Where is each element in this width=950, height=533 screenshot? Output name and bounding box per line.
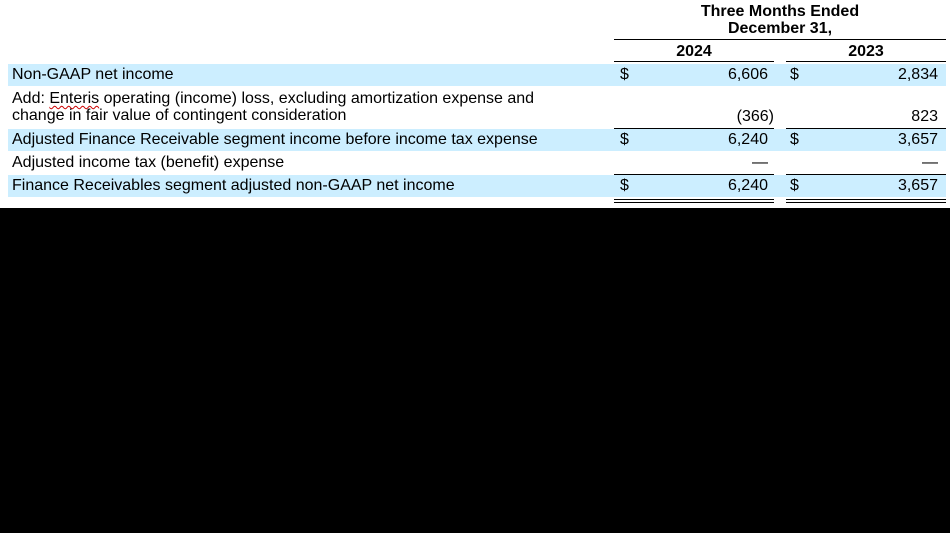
value-2024: 6,240 (727, 177, 768, 194)
year-2023-header: 2023 (848, 43, 884, 60)
table-row-adjusted-income-before-tax (8, 129, 946, 151)
row-label: Adjusted Finance Receivable segment income before income tax expense (12, 131, 538, 148)
dollar-sign-2024: $ (620, 177, 629, 194)
dollar-sign-2023: $ (790, 66, 799, 83)
double-rule-bottom-2024 (614, 202, 774, 203)
period-header-line1: Three Months Ended (700, 3, 860, 20)
dollar-sign-2024: $ (620, 131, 629, 148)
value-2024: — (752, 154, 768, 171)
period-header-rule (614, 39, 946, 40)
value-2024: 6,240 (727, 131, 768, 148)
table-row-adjusted-income-tax (8, 152, 946, 174)
period-header-line2: December 31, (727, 20, 833, 37)
year-2024-header: 2024 (676, 43, 712, 60)
double-rule-top-2024 (614, 199, 774, 200)
row-label: Finance Receivables segment adjusted non-GAAP net income (12, 177, 455, 194)
value-2024: 6,606 (727, 66, 768, 83)
year-2023-rule (786, 61, 946, 62)
dollar-sign-2023: $ (790, 131, 799, 148)
value-2023: — (922, 154, 938, 171)
dollar-sign-2024: $ (620, 66, 629, 83)
table-row-adjusted-non-gaap-net-income (8, 175, 946, 197)
year-2024-rule (614, 61, 774, 62)
table-row-non-gaap-net-income (8, 64, 946, 86)
enteris-term: Enteris (49, 90, 100, 107)
value-2023: 823 (911, 108, 938, 125)
row-label: Adjusted income tax (benefit) expense (12, 154, 285, 171)
value-2023: 3,657 (897, 131, 938, 148)
table-row-enteris-adjustment (8, 88, 946, 128)
row-label-line1: Add: Enteris operating (income) loss, excluding amortization expense and (12, 90, 535, 107)
dollar-sign-2023: $ (790, 177, 799, 194)
value-2023: 3,657 (897, 177, 938, 194)
row-label-line2: change in fair value of contingent consideration (12, 107, 347, 124)
value-2024: (366) (736, 108, 774, 125)
double-rule-top-2023 (786, 199, 946, 200)
double-rule-bottom-2023 (786, 202, 946, 203)
value-2023: 2,834 (897, 66, 938, 83)
row-label: Non-GAAP net income (12, 66, 174, 83)
financial-table-page (0, 0, 950, 208)
